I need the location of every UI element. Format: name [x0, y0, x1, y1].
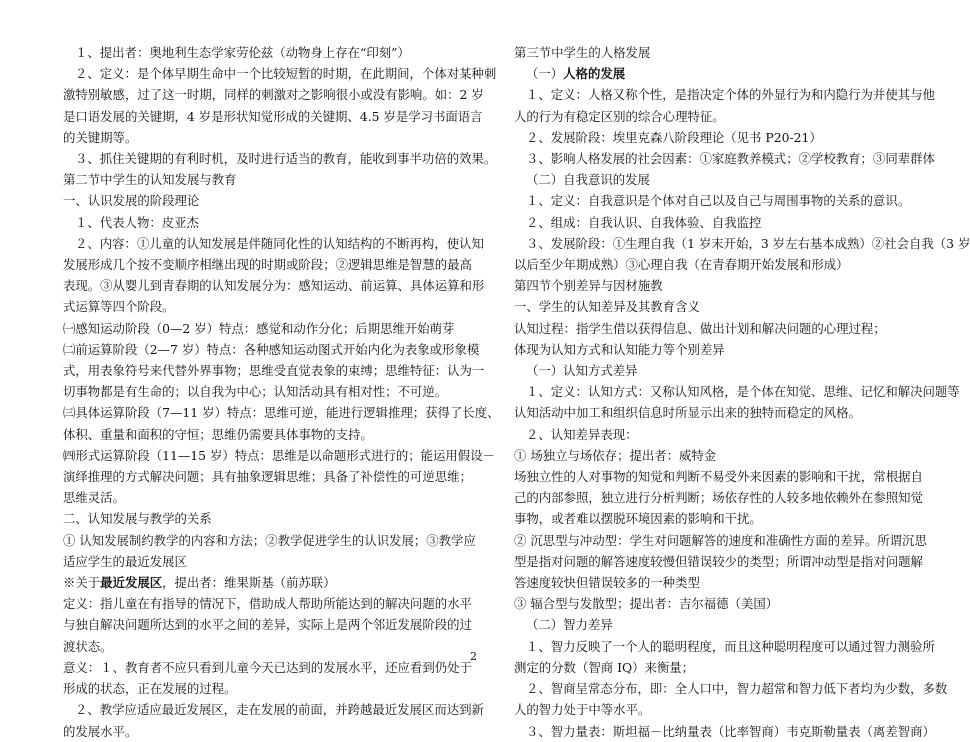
text-line: 体积、重量和面积的守恒；思维仍需要具体事物的支持。 [63, 426, 373, 442]
text-line: 定义：指儿童在有指导的情况下，借助成人帮助所能达到的解决问题的水平 [63, 596, 472, 612]
text-line: ３、智力量表：斯坦福－比纳量表（比率智商）韦克斯勒量表（离差智商） [526, 723, 935, 739]
text-line: ㈢具体运算阶段（7—11 岁）特点：思维可逆，能进行逻辑推理；获得了长度、 [63, 405, 500, 421]
text-line: （一）认知方式差异 [526, 363, 638, 379]
bold-term: 人格的发展 [563, 66, 626, 82]
text-line: 第三节中学生的人格发展 [514, 45, 651, 60]
text-line: 第四节个别差异与因材施教 [514, 278, 663, 294]
text-line: 的关键期等。 [63, 129, 138, 145]
text-line: 适应学生的最近发展区 [63, 553, 187, 569]
text-line: 与独自解决问题所达到的水平之间的差异，实际上是两个邻近发展阶段的过 [63, 617, 472, 633]
text-line: ② 沉思型与冲动型：学生对问题解答的速度和准确性方面的差异。所谓沉思 [514, 532, 927, 548]
text-line: １、定义：认知方式：又称认知风格，是个体在知觉、思维、记忆和解决问题等 [526, 384, 960, 400]
text-line: ２、智商呈常态分布，即：全人口中，智力超常和智力低下者均为少数，多数 [526, 681, 948, 697]
text-line: １、代表人物：皮亚杰 [75, 214, 199, 230]
text-line: 表现。③从婴儿到青春期的认知发展分为：感知运动、前运算、具体运算和形 [63, 278, 485, 294]
text-line: 形成的状态，正在发展的过程。 [63, 681, 237, 697]
text-line: ３、抓住关键期的有利时机，及时进行适当的教育，能收到事半功倍的效果。 [75, 151, 497, 167]
text-line: ㈣形式运算阶段（11—15 岁）特点：思维是以命题形式进行的；能运用假设－ [63, 447, 495, 463]
text-line: ２、内容：①儿童的认知发展是伴随同化性的认知结构的不断再构，使认知 [75, 235, 484, 251]
right-column [514, 42, 970, 742]
text-line: １、提出者：奥地利生态学家劳伦兹（动物身上存在“印刻”） [75, 45, 410, 60]
text-line: 事物，或者难以摆脱环境因素的影响和干扰。 [514, 511, 762, 527]
text-line: ２、定义：是个体早期生命中一个比较短暂的时期，在此期间，个体对某种刺 [75, 66, 497, 82]
text-line: 场独立性的人对事物的知觉和判断不易受外来因素的影响和干扰，常根据自 [514, 469, 923, 485]
text-line: 渡状态。 [63, 638, 113, 654]
text-line: 测定的分数（智商 IQ）来衡量； [514, 659, 695, 675]
left-column [63, 42, 500, 742]
text-line: 人的智力处于中等水平。 [514, 702, 651, 718]
text-line: 第二节中学生的认知发展与教育 [63, 172, 237, 188]
text-line: ２、发展阶段：埃里克森八阶段理论（见书 P20-21） [526, 129, 822, 145]
text-line: 以后至少年期成熟）③心理自我（在青春期开始发展和形成） [514, 257, 849, 273]
text-line: １、定义：自我意识是个体对自己以及自己与周围事物的关系的意识。 [526, 193, 911, 209]
text-line: ２、认知差异表现： [526, 426, 638, 442]
text-line: 型是指对问题的解答速度较慢但错误较少的类型；所谓冲动型是指对问题解 [514, 553, 923, 569]
text-line: 思维灵活。 [63, 490, 125, 506]
text-line: 是口语发展的关键期，4 岁是形状知觉形成的关键期、4.5 岁是学习书面语言 [63, 108, 483, 124]
text-line: ① 认知发展制约教学的内容和方法；②教学促进学生的认识发展；③教学应 [63, 532, 476, 548]
text-line: ３、发展阶段：①生理自我（1 岁末开始，3 岁左右基本成熟）②社会自我（3 岁 [526, 235, 970, 251]
text-line: 的发展水平。 [63, 723, 138, 739]
text-line: １、智力反映了一个人的聪明程度，而且这种聪明程度可以通过智力测验所 [526, 638, 935, 654]
text-line: 认知过程：指学生借以获得信息、做出计划和解决问题的心理过程； [514, 320, 886, 336]
text-line: ３、影响人格发展的社会因素：①家庭教养模式；②学校教育；③同辈群体 [526, 151, 935, 167]
text-line: （二）自我意识的发展 [526, 172, 650, 188]
text-line: 切事物都是有生命的；以自我为中心；认知活动具有相对性；不可逆。 [63, 384, 448, 400]
text-line: 己的内部参照，独立进行分析判断；场依存性的人较多地依赖外在参照知觉 [514, 490, 923, 506]
text-line: 演绎推理的方式解决问题；具有抽象逻辑思维；具备了补偿性的可逆思维； [63, 469, 472, 485]
text-line: 体现为认知方式和认知能力等个别差异 [514, 341, 725, 357]
text-line: 二、认知发展与教学的关系 [63, 511, 212, 527]
text-line: ① 场独立与场依存；提出者：威特金 [514, 447, 717, 463]
text-line: ㈡前运算阶段（2—7 岁）特点：各种感知运动图式开始内化为表象或形象模 [63, 341, 480, 357]
text-line: 激特别敏感，过了这一时期，同样的刺激对之影响很小或没有影响。如：2 岁 [63, 87, 484, 103]
page-number: 2 [470, 650, 477, 663]
text-line: 一、学生的认知差异及其教育含义 [514, 299, 700, 315]
text-line: 答速度较快但错误较多的一种类型 [514, 575, 700, 591]
bold-term: 最近发展区 [100, 575, 163, 591]
text-line: ③ 辐合型与发散型；提出者：吉尔福德（美国） [514, 596, 779, 612]
text-line: ２、组成：自我认识、自我体验、自我监控 [526, 214, 762, 230]
text-line: 式运算等四个阶段。 [63, 299, 175, 315]
text-line: （一）人格的发展 [526, 66, 626, 82]
text-line: 认知活动中加工和组织信息时所显示出来的独特而稳定的风格。 [514, 405, 861, 421]
text-line: 式，用表象符号来代替外界事物；思维受直觉表象的束缚；思维特征：认为一 [63, 363, 485, 379]
text-line: ㈠感知运动阶段（0—2 岁）特点：感觉和动作分化；后期思维开始萌芽 [63, 320, 455, 336]
text-line: （二）智力差异 [526, 617, 613, 633]
text-line: 人的行为有稳定区别的综合心理特征。 [514, 108, 725, 124]
text-line: 意义：１、教育者不应只看到儿童今天已达到的发展水平，还应看到仍处于 [63, 659, 472, 675]
text-line: ※关于最近发展区，提出者：维果斯基（前苏联） [63, 575, 336, 591]
text-line: １、定义：人格又称个性，是指决定个体的外显行为和内隐行为并使其与他 [526, 87, 935, 103]
text-line: ２、教学应适应最近发展区，走在发展的前面，并跨越最近发展区而达到新 [75, 702, 484, 718]
text-line: 发展形成几个按不变顺序相继出现的时期或阶段；②逻辑思维是智慧的最高 [63, 257, 472, 273]
text-line: 一、认识发展的阶段理论 [63, 193, 200, 209]
